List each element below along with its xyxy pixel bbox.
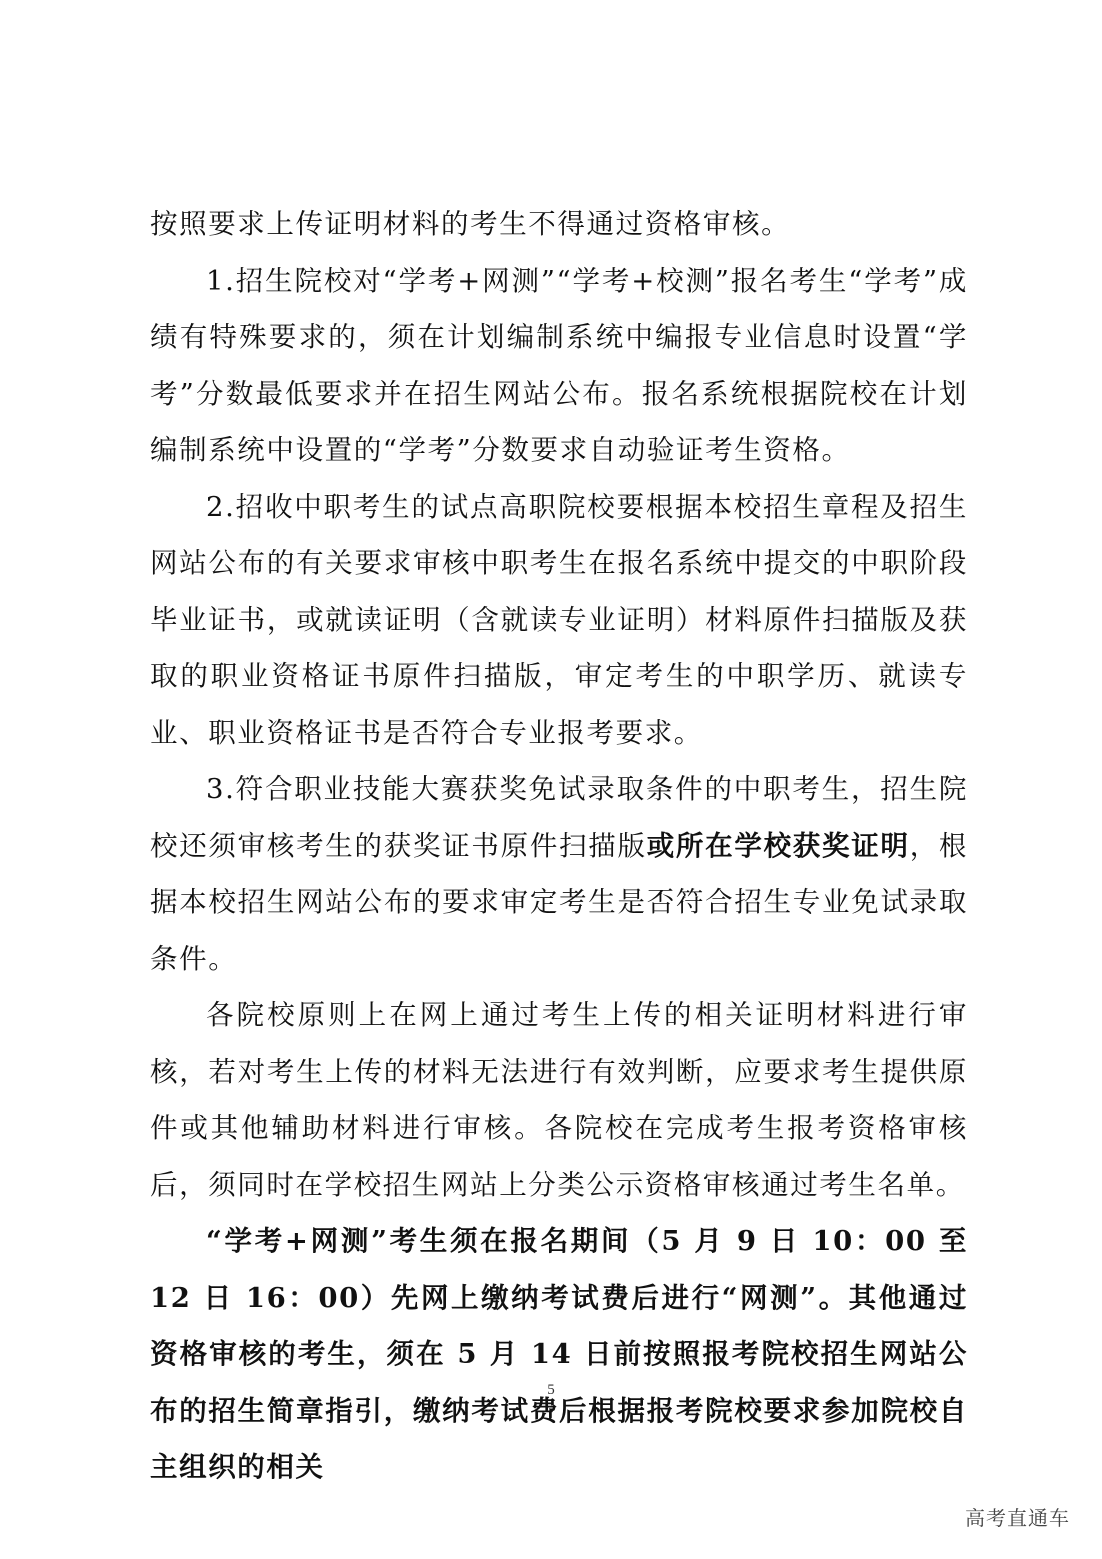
paragraph-continuation: 按照要求上传证明材料的考生不得通过资格审核。	[150, 208, 791, 240]
paragraph-fee-notice: “学考+网测”考生须在报名期间（5 月 9 日 10：00 至 12 日 16：00）先网上缴纳考试费后进行“网测”。其他通过资格审核的考生，须在 5 月 14 日前按照报考院校招生网站公布的招生简章指引，缴纳考试费后根据报考院校要求参加院校自主组织的相关	[150, 1225, 968, 1483]
page-number: 5	[547, 1382, 555, 1398]
paragraph-item-1: 1.招生院校对“学考+网测”“学考+校测”报名考生“学考”成绩有特殊要求的，须在计划编制系统中编报专业信息时设置“学考”分数最低要求并在招生网站公布。报名系统根据院校在计划编制系统中设置的“学考”分数要求自动验证考生资格。	[150, 264, 968, 466]
paragraph-item-2: 2.招收中职考生的试点高职院校要根据本校招生章程及招生网站公布的有关要求审核中职考生在报名系统中提交的中职阶段毕业证书，或就读证明（含就读专业证明）材料原件扫描版及获取的职业资格证书原件扫描版，审定考生的中职学历、就读专业、职业资格证书是否符合专业报考要求。	[150, 490, 968, 749]
paragraph-item-3-text-c: ，根据本校招生网站公布的要求审定考生是否符合招生专业免试录取条件。	[150, 829, 969, 975]
paragraph-item-3-text-a: 3.符合职业技能大赛获奖免试录取条件的中职考生，招生院校还须审核考生的获奖证书原件扫描版	[150, 773, 968, 862]
paragraph-item-3	[150, 761, 968, 987]
paragraph-item-3-bold-text: 或所在学校获奖证明	[646, 829, 910, 862]
paragraph-review: 各院校原则上在网上通过考生上传的相关证明材料进行审核，若对考生上传的材料无法进行有效判断，应要求考生提供原件或其他辅助材料进行审核。各院校在完成考生报考资格审核后，须同时在学校招生网站上分类公示资格审核通过考生名单。	[150, 999, 968, 1201]
body-text	[150, 196, 968, 1496]
watermark-text: 高考直通车	[965, 1506, 1070, 1530]
